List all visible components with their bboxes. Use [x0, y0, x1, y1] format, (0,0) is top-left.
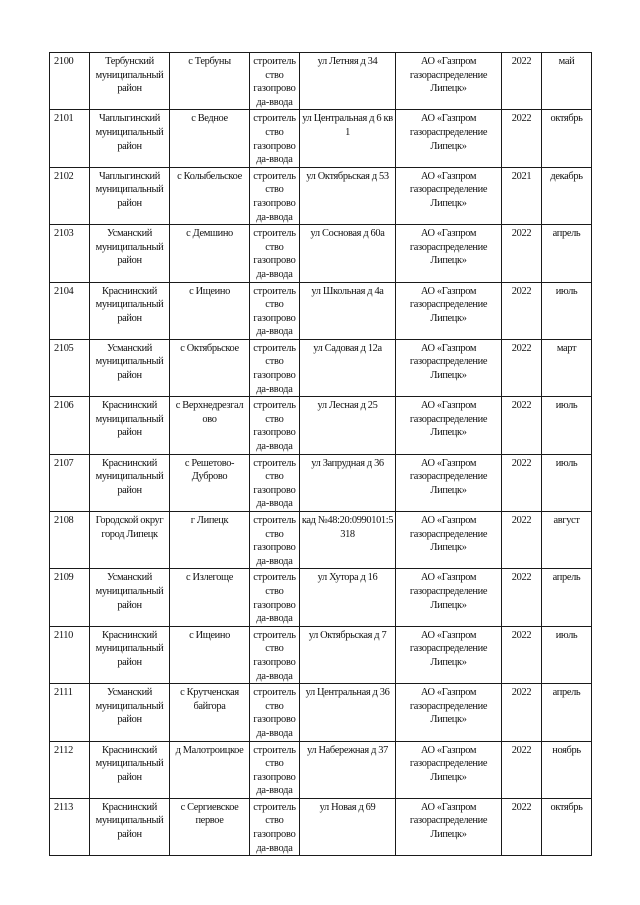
work-type-cell: строитель ство газопрово да-ввода [250, 282, 300, 339]
settlement-cell: д Малотроицкое [170, 741, 250, 798]
settlement-cell: с Октябрьское [170, 339, 250, 396]
table-row [50, 110, 592, 167]
settlement-cell: с Ищеино [170, 282, 250, 339]
row-number: 2106 [50, 397, 90, 454]
row-number: 2111 [50, 684, 90, 741]
district-cell: Краснинский муниципальный район [90, 282, 170, 339]
row-number: 2112 [50, 741, 90, 798]
organization-cell: АО «Газпром газораспределение Липецк» [396, 110, 502, 167]
year-cell: 2022 [502, 339, 542, 396]
address-cell: ул Октябрьская д 7 [300, 626, 396, 683]
organization-cell: АО «Газпром газораспределение Липецк» [396, 798, 502, 855]
year-cell: 2022 [502, 626, 542, 683]
settlement-cell: с Решетово-Дуброво [170, 454, 250, 511]
table-row [50, 397, 592, 454]
month-cell: август [542, 512, 592, 569]
year-cell: 2022 [502, 512, 542, 569]
settlement-cell: с Ведное [170, 110, 250, 167]
settlement-cell: с Излегоще [170, 569, 250, 626]
year-cell: 2022 [502, 110, 542, 167]
month-cell: ноябрь [542, 741, 592, 798]
address-cell: ул Садовая д 12а [300, 339, 396, 396]
year-cell: 2022 [502, 282, 542, 339]
organization-cell: АО «Газпром газораспределение Липецк» [396, 684, 502, 741]
month-cell: декабрь [542, 167, 592, 224]
work-type-cell: строитель ство газопрово да-ввода [250, 798, 300, 855]
settlement-cell: с Колыбельское [170, 167, 250, 224]
work-type-cell: строитель ство газопрово да-ввода [250, 741, 300, 798]
table-row [50, 684, 592, 741]
row-number: 2108 [50, 512, 90, 569]
district-cell: Краснинский муниципальный район [90, 741, 170, 798]
address-cell: ул Хутора д 16 [300, 569, 396, 626]
district-cell: Усманский муниципальный район [90, 569, 170, 626]
organization-cell: АО «Газпром газораспределение Липецк» [396, 626, 502, 683]
month-cell: май [542, 53, 592, 110]
district-cell: Усманский муниципальный район [90, 684, 170, 741]
year-cell: 2022 [502, 397, 542, 454]
address-cell: ул Центральная д 36 [300, 684, 396, 741]
work-type-cell: строитель ство газопрово да-ввода [250, 397, 300, 454]
work-type-cell: строитель ство газопрово да-ввода [250, 512, 300, 569]
settlement-cell: с Демшино [170, 225, 250, 282]
address-cell: ул Школьная д 4а [300, 282, 396, 339]
address-cell: ул Новая д 69 [300, 798, 396, 855]
gasification-register-table [49, 52, 592, 856]
district-cell: Краснинский муниципальный район [90, 454, 170, 511]
organization-cell: АО «Газпром газораспределение Липецк» [396, 282, 502, 339]
year-cell: 2022 [502, 741, 542, 798]
organization-cell: АО «Газпром газораспределение Липецк» [396, 225, 502, 282]
year-cell: 2022 [502, 684, 542, 741]
organization-cell: АО «Газпром газораспределение Липецк» [396, 512, 502, 569]
district-cell: Краснинский муниципальный район [90, 397, 170, 454]
table-row [50, 454, 592, 511]
settlement-cell: г Липецк [170, 512, 250, 569]
month-cell: октябрь [542, 110, 592, 167]
month-cell: апрель [542, 569, 592, 626]
table-row [50, 798, 592, 855]
settlement-cell: с Крутченская байгора [170, 684, 250, 741]
row-number: 2113 [50, 798, 90, 855]
table-row [50, 512, 592, 569]
row-number: 2104 [50, 282, 90, 339]
district-cell: Краснинский муниципальный район [90, 626, 170, 683]
year-cell: 2022 [502, 225, 542, 282]
table-row [50, 282, 592, 339]
organization-cell: АО «Газпром газораспределение Липецк» [396, 339, 502, 396]
table-row [50, 626, 592, 683]
year-cell: 2022 [502, 798, 542, 855]
district-cell: Чаплыгинский муниципальный район [90, 167, 170, 224]
address-cell: ул Октябрьская д 53 [300, 167, 396, 224]
row-number: 2105 [50, 339, 90, 396]
year-cell: 2022 [502, 53, 542, 110]
organization-cell: АО «Газпром газораспределение Липецк» [396, 569, 502, 626]
row-number: 2102 [50, 167, 90, 224]
row-number: 2109 [50, 569, 90, 626]
row-number: 2110 [50, 626, 90, 683]
address-cell: кад №48:20:0990101:5 318 [300, 512, 396, 569]
district-cell: Краснинский муниципальный район [90, 798, 170, 855]
month-cell: июль [542, 454, 592, 511]
organization-cell: АО «Газпром газораспределение Липецк» [396, 397, 502, 454]
row-number: 2100 [50, 53, 90, 110]
month-cell: апрель [542, 684, 592, 741]
work-type-cell: строитель ство газопрово да-ввода [250, 569, 300, 626]
organization-cell: АО «Газпром газораспределение Липецк» [396, 454, 502, 511]
organization-cell: АО «Газпром газораспределение Липецк» [396, 53, 502, 110]
district-cell: Тербунский муниципальный район [90, 53, 170, 110]
month-cell: октябрь [542, 798, 592, 855]
work-type-cell: строитель ство газопрово да-ввода [250, 110, 300, 167]
table-row [50, 167, 592, 224]
month-cell: июль [542, 626, 592, 683]
settlement-cell: с Ищеино [170, 626, 250, 683]
organization-cell: АО «Газпром газораспределение Липецк» [396, 741, 502, 798]
table-row [50, 569, 592, 626]
address-cell: ул Сосновая д 60а [300, 225, 396, 282]
month-cell: апрель [542, 225, 592, 282]
settlement-cell: с Верхнедрезгал ово [170, 397, 250, 454]
address-cell: ул Набережная д 37 [300, 741, 396, 798]
address-cell: ул Запрудная д 36 [300, 454, 396, 511]
row-number: 2107 [50, 454, 90, 511]
work-type-cell: строитель ство газопрово да-ввода [250, 339, 300, 396]
year-cell: 2021 [502, 167, 542, 224]
year-cell: 2022 [502, 569, 542, 626]
work-type-cell: строитель ство газопрово да-ввода [250, 167, 300, 224]
work-type-cell: строитель ство газопрово да-ввода [250, 626, 300, 683]
district-cell: Городской округ город Липецк [90, 512, 170, 569]
month-cell: июль [542, 282, 592, 339]
work-type-cell: строитель ство газопрово да-ввода [250, 225, 300, 282]
settlement-cell: с Сергиевское первое [170, 798, 250, 855]
month-cell: март [542, 339, 592, 396]
table-row [50, 339, 592, 396]
row-number: 2101 [50, 110, 90, 167]
district-cell: Усманский муниципальный район [90, 339, 170, 396]
table-row [50, 53, 592, 110]
district-cell: Чаплыгинский муниципальный район [90, 110, 170, 167]
work-type-cell: строитель ство газопрово да-ввода [250, 684, 300, 741]
month-cell: июль [542, 397, 592, 454]
year-cell: 2022 [502, 454, 542, 511]
table-row [50, 741, 592, 798]
work-type-cell: строитель ство газопрово да-ввода [250, 454, 300, 511]
address-cell: ул Летняя д 34 [300, 53, 396, 110]
district-cell: Усманский муниципальный район [90, 225, 170, 282]
address-cell: ул Центральная д 6 кв 1 [300, 110, 396, 167]
settlement-cell: с Тербуны [170, 53, 250, 110]
table-body [50, 53, 592, 856]
address-cell: ул Лесная д 25 [300, 397, 396, 454]
table-row [50, 225, 592, 282]
work-type-cell: строитель ство газопрово да-ввода [250, 53, 300, 110]
organization-cell: АО «Газпром газораспределение Липецк» [396, 167, 502, 224]
row-number: 2103 [50, 225, 90, 282]
